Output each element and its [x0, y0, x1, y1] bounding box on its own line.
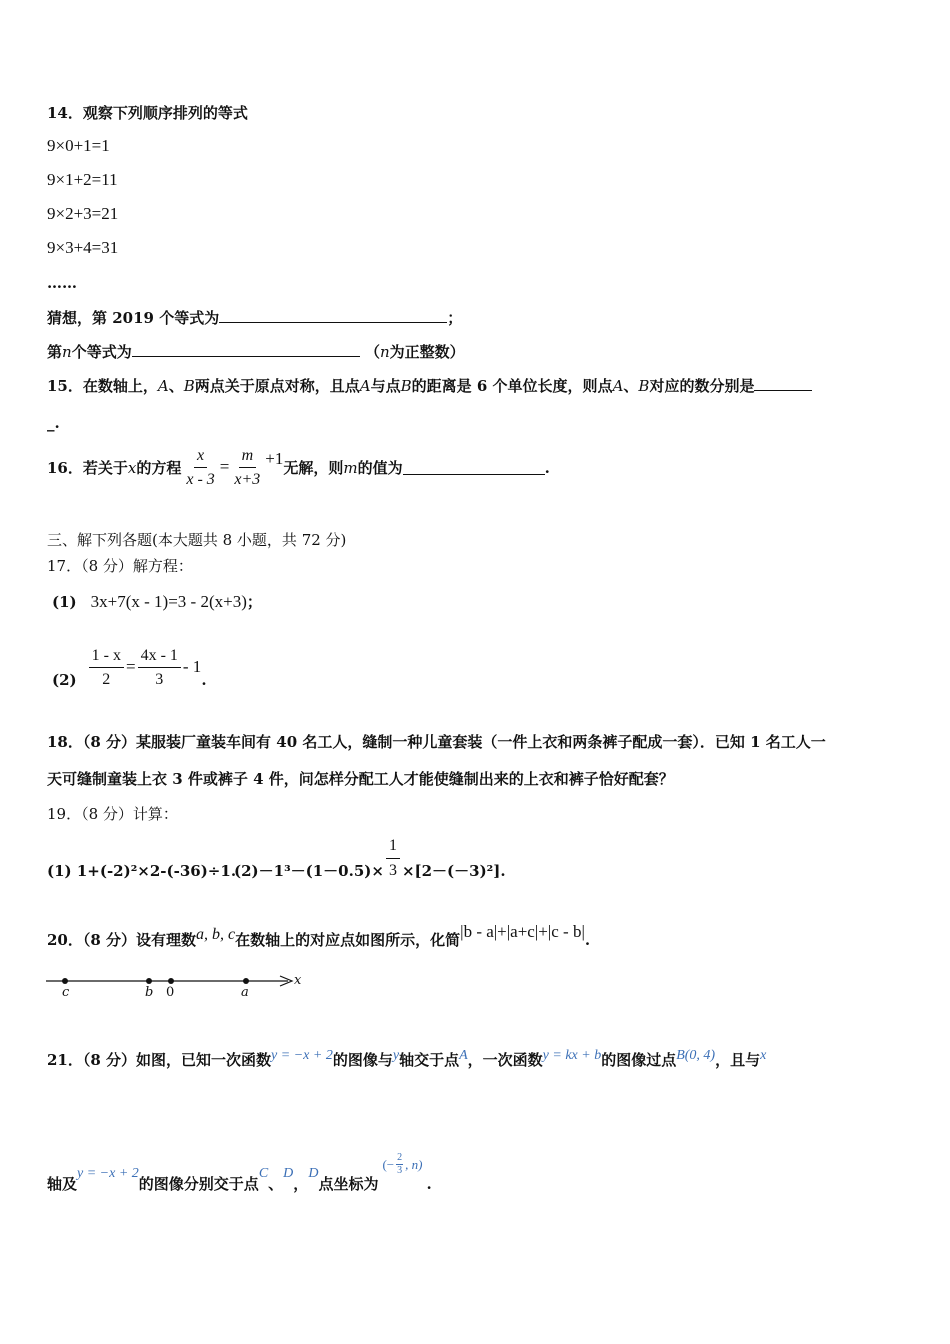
- label-a: a: [241, 985, 249, 1000]
- q21-text-4: ，一次函数: [467, 1051, 543, 1069]
- q17-part1: [52, 592, 262, 612]
- q14-eq3: 9×2+3=21: [47, 204, 119, 223]
- fraction: [396, 1152, 403, 1177]
- answer-blank[interactable]: [132, 342, 360, 357]
- q15-text-c: 与点: [370, 377, 401, 395]
- q14-title: 14．观察下列顺序排列的等式: [47, 104, 248, 122]
- q21-text-7: 轴及: [47, 1175, 78, 1193]
- fraction: [386, 836, 400, 879]
- coord-prefix: (−: [382, 1156, 395, 1172]
- q21-text-1: 21．（8 分）如图，已知一次函数: [47, 1051, 272, 1069]
- var-n: n: [379, 343, 390, 361]
- fraction-denominator: 3: [388, 861, 397, 879]
- q21-text-9: 、: [268, 1175, 284, 1193]
- q14-guess-a-end: ；: [447, 309, 463, 327]
- q17-p1-end: ；: [246, 593, 262, 612]
- var-A: A: [359, 377, 371, 395]
- q20-mid: 在数轴上的对应点如图所示，化简: [235, 931, 461, 949]
- q14-guess-b-4: 为正整数）: [389, 343, 465, 361]
- fraction-numerator: m: [239, 446, 257, 468]
- q17-p1-label: (1): [52, 593, 77, 612]
- var-abc: a, b, c: [196, 926, 236, 943]
- label-zero: 0: [166, 985, 175, 1000]
- point-zero: [168, 978, 174, 984]
- fraction: [231, 446, 263, 489]
- fraction-denominator: 2: [102, 671, 111, 689]
- point-C-label: C: [258, 1166, 269, 1182]
- var-m: m: [343, 458, 358, 477]
- fraction-numerator: x: [194, 446, 207, 468]
- equals-sign: =: [125, 657, 136, 677]
- var-B: B: [400, 377, 412, 395]
- q21-line2: [47, 1152, 432, 1193]
- fraction-numerator: 2: [397, 1152, 403, 1163]
- q16-end: .: [544, 458, 550, 477]
- q15-text-a: 15．在数轴上，: [47, 377, 158, 395]
- answer-blank[interactable]: [754, 376, 812, 391]
- var-x: x: [127, 458, 137, 477]
- label-c: c: [62, 985, 70, 1000]
- var-x: x: [760, 1048, 767, 1063]
- q16-post2: 的值为: [357, 458, 403, 477]
- q21-line1: [47, 1048, 767, 1071]
- q19-p2-a: (2)－1³－(1－0.5)×: [234, 862, 384, 880]
- q19-p2-b: ×[2－(－3)²].: [401, 862, 506, 880]
- q14-dots: ……: [47, 274, 77, 292]
- fraction: [138, 646, 181, 689]
- label-x: x: [294, 973, 302, 988]
- q20: [47, 922, 591, 950]
- point-b: [146, 978, 152, 984]
- q17-title: 17．（8 分）解方程：: [47, 557, 193, 575]
- q14-guess-b-1: 第: [47, 343, 63, 361]
- q15-sep: 、: [168, 377, 184, 395]
- var-A: A: [612, 377, 624, 395]
- q16-mid: 的方程: [136, 458, 182, 477]
- q19-part1: (1) 1+(-2)²×2-(-36)÷1.: [47, 862, 237, 880]
- q15-sep: 、: [623, 377, 639, 395]
- fraction-numerator: 1 - x: [89, 646, 124, 668]
- q16: [47, 446, 550, 489]
- q21-text-8: 的图像分别交于点: [138, 1175, 259, 1193]
- var-A: A: [157, 377, 169, 395]
- answer-blank[interactable]: [403, 460, 545, 475]
- q18-line1: 18．（8 分）某服装厂童装车间有 40 名工人，缝制一种儿童套装（一件上衣和两条裤子配成一套）．已知 1 名工人一: [47, 733, 826, 751]
- minus-one: - 1: [182, 657, 202, 677]
- coord-suffix: , n): [405, 1156, 423, 1172]
- q16-post: 无解，则: [283, 458, 344, 477]
- q15-text-b: 两点关于原点对称，且点: [194, 377, 360, 395]
- q15-text-d: 的距离是 6 个单位长度，则点: [411, 377, 613, 395]
- q21-text-2: 的图像与: [332, 1051, 393, 1069]
- formula-y-neg-x-plus-2: y = −x + 2: [77, 1166, 139, 1182]
- q21-text-3: 轴交于点: [399, 1051, 460, 1069]
- var-n: n: [62, 343, 72, 361]
- point-A-label: A: [459, 1048, 468, 1063]
- formula-y-kx-plus-b: y = kx + b: [542, 1048, 602, 1063]
- q14-guess-a: [47, 308, 462, 327]
- q17-p2-label: (2): [52, 670, 77, 689]
- q17-p2-end: .: [201, 670, 207, 689]
- point-D-label: D: [308, 1166, 319, 1182]
- coordinate-D: [382, 1152, 422, 1177]
- var-B: B: [183, 377, 195, 395]
- q14-guess-b-2: 个等式为: [71, 343, 132, 361]
- q15-line2: _.: [47, 414, 60, 432]
- q21-text-10: ，: [293, 1175, 309, 1193]
- answer-blank[interactable]: [219, 308, 447, 323]
- q18-line2: 天可缝制童装上衣 3 件或裤子 4 件，问怎样分配工人才能使缝制出来的上衣和裤子恰好配套？: [47, 770, 674, 788]
- q20-pre: 20．（8 分）设有理数: [47, 931, 197, 949]
- point-D-label: D: [283, 1166, 294, 1182]
- var-y: y: [392, 1048, 400, 1063]
- q21-text-5: 的图像过点: [601, 1051, 677, 1069]
- q14-guess-a-text: 猜想，第 2019 个等式为: [47, 309, 220, 327]
- q19-title: 19．（8 分）计算：: [47, 805, 178, 823]
- point-a: [243, 978, 249, 984]
- formula-y-neg-x-plus-2: y = −x + 2: [271, 1048, 333, 1063]
- q21-text-11: 点坐标为: [318, 1175, 379, 1193]
- q16-pre: 16．若关于: [47, 458, 128, 477]
- fraction-numerator: 4x - 1: [138, 646, 181, 668]
- q20-expression: |b - a|+|a+c|+|c - b|: [460, 922, 585, 941]
- q21-end: .: [426, 1175, 432, 1193]
- q17-part2: [52, 646, 207, 689]
- q15-line1: [47, 376, 812, 395]
- fraction: [183, 446, 217, 489]
- label-b: b: [145, 985, 154, 1000]
- q20-end: .: [584, 931, 591, 949]
- point-c: [62, 978, 68, 984]
- q21-text-6: ，且与: [715, 1051, 761, 1069]
- q15-text-e: 对应的数分别是: [649, 377, 755, 395]
- fraction-denominator: x - 3: [186, 471, 215, 489]
- var-B: B: [638, 377, 650, 395]
- q14-eq2: 9×1+2=11: [47, 170, 118, 189]
- q14-guess-b: [47, 342, 465, 361]
- fraction-denominator: x+3: [234, 471, 261, 489]
- q14-eq4: 9×3+4=31: [47, 238, 119, 257]
- q14-eq1: 9×0+1=1: [47, 136, 110, 155]
- fraction: [89, 646, 124, 689]
- equals-sign: =: [219, 457, 230, 477]
- section-3-heading: 三、解下列各题(本大题共 8 小题，共 72 分): [47, 531, 347, 549]
- fraction-denominator: 3: [397, 1165, 403, 1176]
- fraction-denominator: 3: [155, 671, 164, 689]
- plus-one: +1: [265, 449, 284, 469]
- q14-guess-b-3: （: [364, 343, 380, 361]
- q17-p1-equation: 3x+7(x - 1)=3 - 2(x+3): [90, 592, 247, 611]
- number-line: [44, 970, 314, 1004]
- q19-part2: [234, 836, 506, 880]
- fraction-numerator: 1: [386, 836, 400, 858]
- point-B-label: B(0, 4): [676, 1048, 716, 1063]
